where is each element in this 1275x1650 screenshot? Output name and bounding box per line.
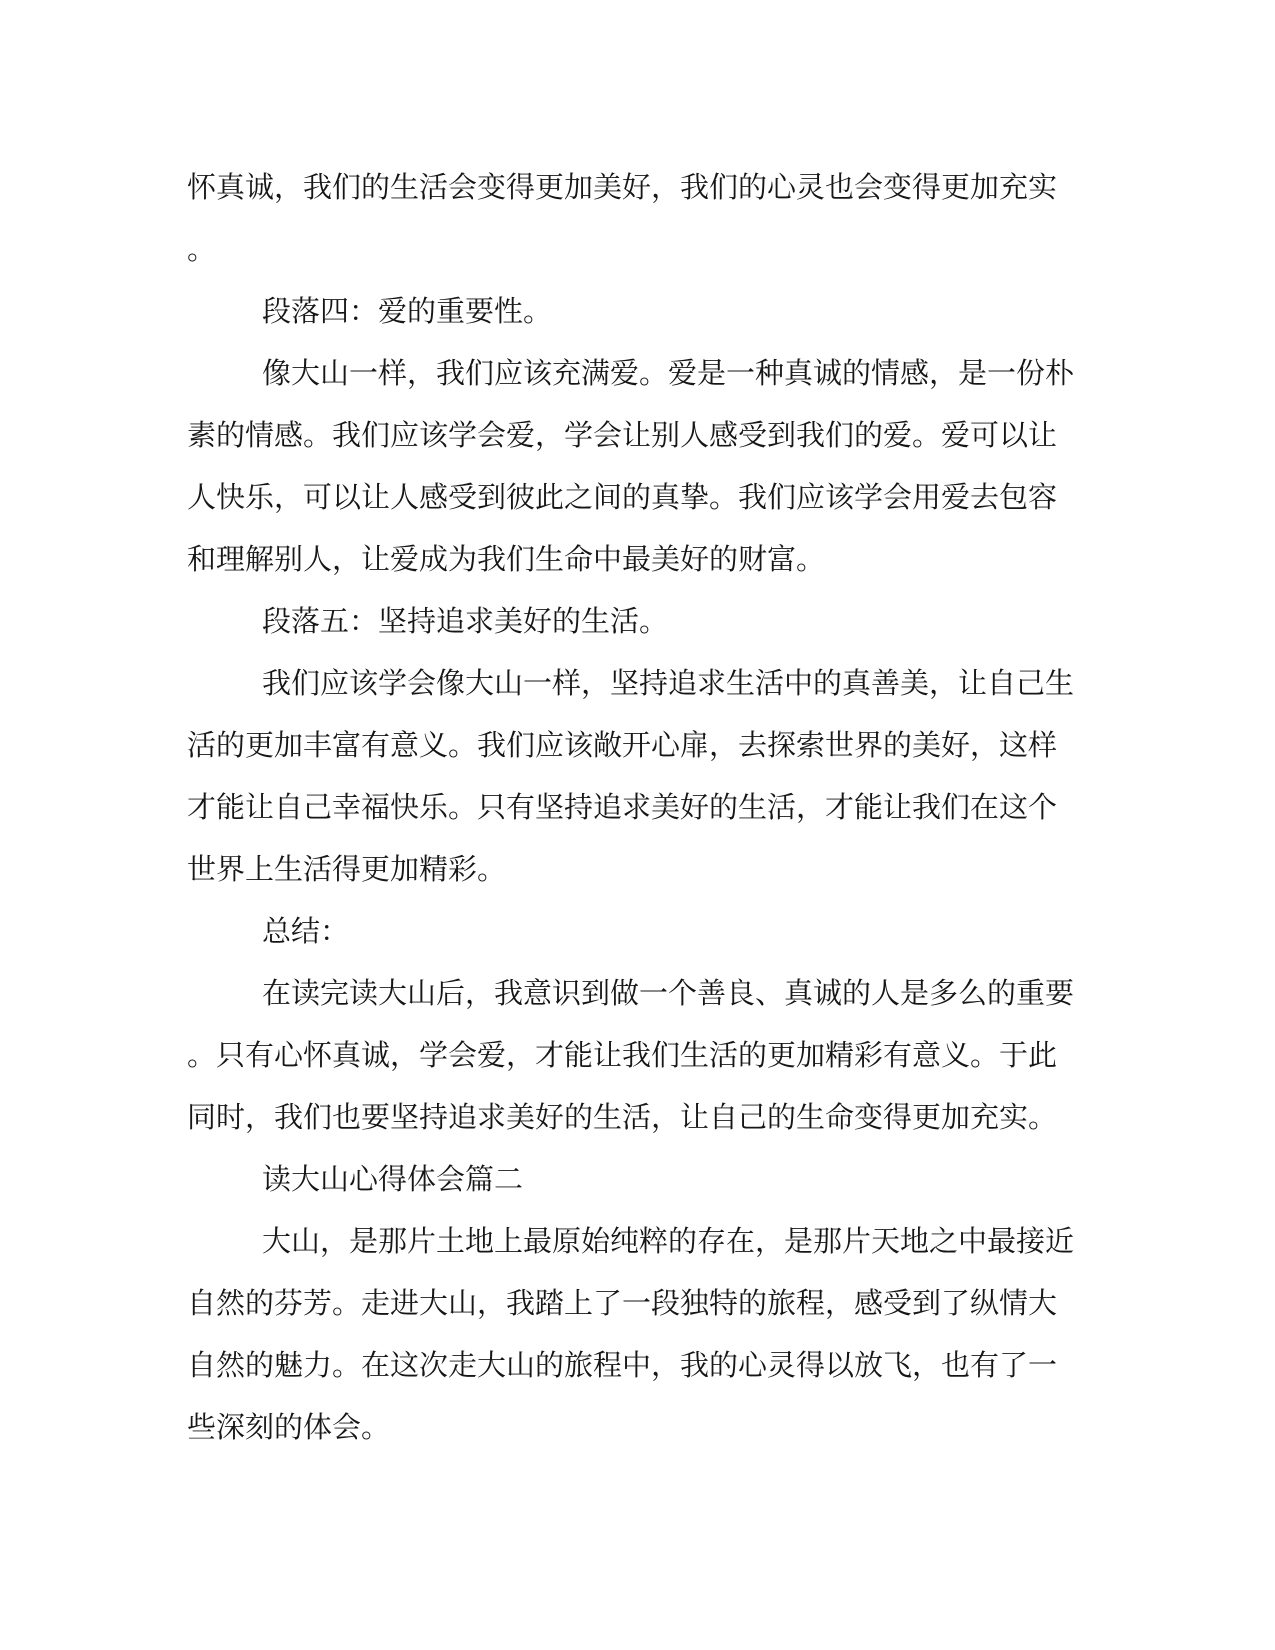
text-line: 些深刻的体会。 [187,1410,391,1444]
text-line: 世界上生活得更加精彩。 [187,852,507,886]
text-line: 活的更加丰富有意义。我们应该敞开心扉，去探索世界的美好，这样 [187,728,1058,762]
text-line: 人快乐，可以让人感受到彼此之间的真挚。我们应该学会用爱去包容 [187,480,1058,514]
text-line: 才能让自己幸福快乐。只有坚持追求美好的生活，才能让我们在这个 [187,790,1058,824]
text-line: 怀真诚，我们的生活会变得更加美好，我们的心灵也会变得更加充实 [187,170,1058,204]
text-line: 大山，是那片土地上最原始纯粹的存在，是那片天地之中最接近 [262,1224,1075,1258]
text-line: 读大山心得体会篇二 [262,1162,524,1196]
text-line: 我们应该学会像大山一样，坚持追求生活中的真善美，让自己生 [262,666,1075,700]
text-line: 。只有心怀真诚，学会爱，才能让我们生活的更加精彩有意义。于此 [187,1038,1058,1072]
text-line: 段落五：坚持追求美好的生活。 [262,604,669,638]
text-line: 总结： [262,914,350,948]
text-line: 。 [187,232,217,266]
text-line: 自然的魅力。在这次走大山的旅程中，我的心灵得以放飞，也有了一 [187,1348,1058,1382]
text-line: 自然的芬芳。走进大山，我踏上了一段独特的旅程，感受到了纵情大 [187,1286,1058,1320]
text-line: 段落四：爱的重要性。 [262,294,553,328]
document-body [187,156,1087,1458]
text-line: 像大山一样，我们应该充满爱。爱是一种真诚的情感，是一份朴 [262,356,1075,390]
text-line: 和理解别人，让爱成为我们生命中最美好的财富。 [187,542,826,576]
text-line: 素的情感。我们应该学会爱，学会让别人感受到我们的爱。爱可以让 [187,418,1058,452]
text-line: 同时，我们也要坚持追求美好的生活，让自己的生命变得更加充实。 [187,1100,1058,1134]
text-line: 在读完读大山后，我意识到做一个善良、真诚的人是多么的重要 [262,976,1075,1010]
